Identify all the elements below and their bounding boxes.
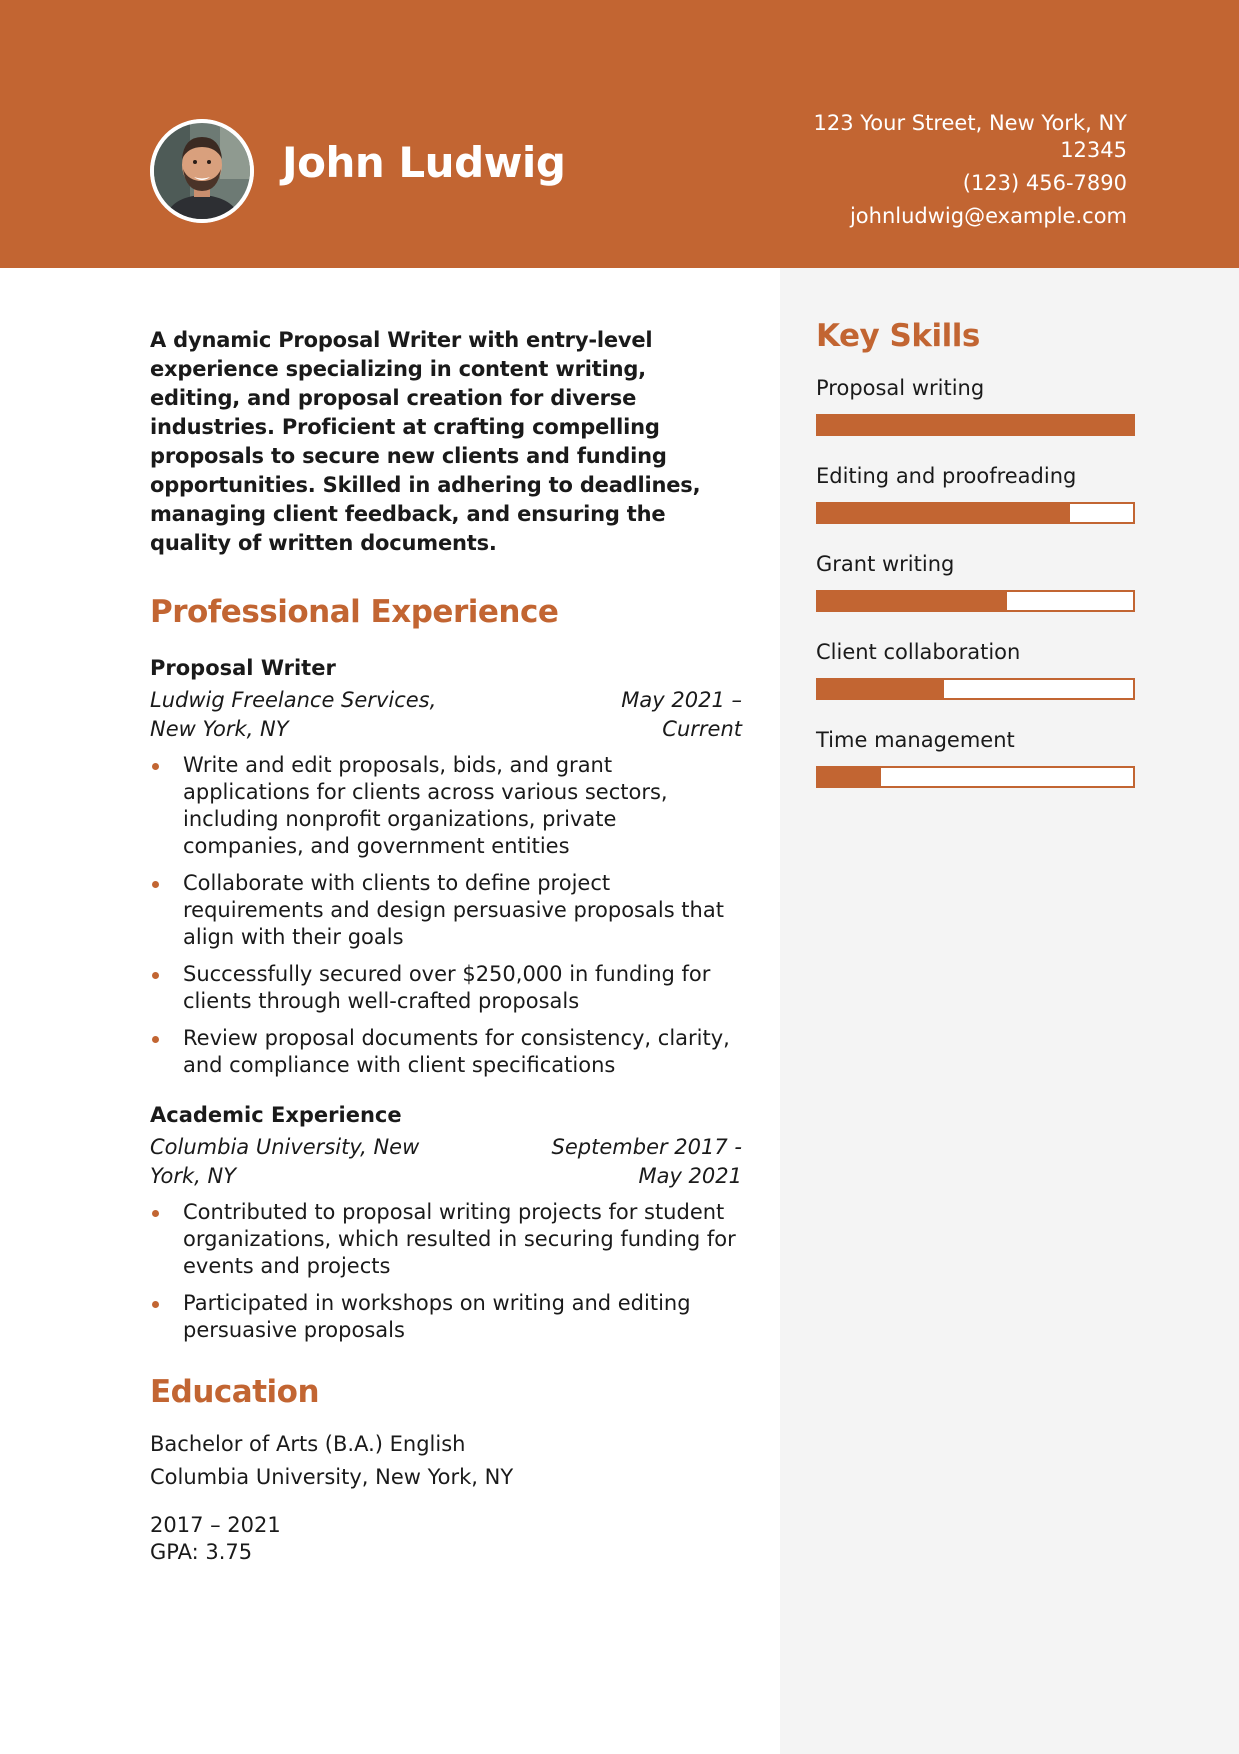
main-column bbox=[150, 326, 742, 1566]
bullet-dot-icon bbox=[152, 763, 159, 770]
job-entry bbox=[150, 654, 742, 1079]
education-entry bbox=[150, 1428, 742, 1566]
bullet-dot-icon bbox=[152, 1036, 159, 1043]
job-bullets bbox=[150, 752, 742, 1079]
list-item: Write and edit proposals, bids, and grant applications for clients across various sectors, including nonprofit organizations, private companies, and government entities bbox=[150, 752, 742, 860]
bullet-dot-icon bbox=[152, 1210, 159, 1217]
profile-photo-icon bbox=[150, 119, 254, 223]
summary: A dynamic Proposal Writer with entry-level experience specializing in content writing, editing, and proposal creation for diverse industries. Proficient at crafting compelling proposals to secure new clients and funding opportunities. Skilled in adhering to deadlines, managing client feedback, and ensuring the quality of written documents. bbox=[150, 328, 701, 555]
job-bullets bbox=[150, 1199, 742, 1344]
skill-level-bar bbox=[816, 590, 1135, 612]
list-item: Collaborate with clients to define project requirements and design persuasive proposals that align with their goals bbox=[150, 870, 742, 951]
list-item: Review proposal documents for consistency, clarity, and compliance with client specifications bbox=[150, 1025, 742, 1079]
skill-item bbox=[816, 726, 1136, 788]
email[interactable]: johnludwig@example.com bbox=[849, 204, 1127, 228]
skill-item bbox=[816, 550, 1136, 612]
experience-heading: Professional Experience bbox=[150, 594, 559, 630]
skill-level-fill bbox=[818, 680, 944, 698]
job-entry bbox=[150, 1101, 742, 1344]
job-dates: May 2021 – Current bbox=[621, 688, 742, 741]
bullet-dot-icon bbox=[152, 881, 159, 888]
education-heading: Education bbox=[150, 1374, 320, 1410]
job-title: Academic Experience bbox=[150, 1103, 402, 1127]
skills-heading: Key Skills bbox=[816, 318, 980, 354]
skill-item bbox=[816, 462, 1136, 524]
job-company: Ludwig Freelance Services, New York, NY bbox=[150, 688, 437, 741]
avatar bbox=[150, 119, 254, 223]
skill-level-bar bbox=[816, 678, 1135, 700]
skill-item bbox=[816, 638, 1136, 700]
skills-section bbox=[816, 318, 1136, 814]
skill-level-fill bbox=[818, 592, 1007, 610]
skills-list bbox=[816, 374, 1136, 788]
skill-label: Client collaboration bbox=[816, 640, 1021, 664]
skill-item bbox=[816, 374, 1136, 436]
list-item: Contributed to proposal writing projects for student organizations, which resulted in securing funding for events and projects bbox=[150, 1199, 742, 1280]
gpa: GPA: 3.75 bbox=[150, 1540, 253, 1564]
address: 123 Your Street, New York, NY 12345 bbox=[813, 111, 1127, 162]
job-title: Proposal Writer bbox=[150, 656, 336, 680]
school: Columbia University, New York, NY bbox=[150, 1465, 514, 1489]
skill-level-fill bbox=[818, 416, 1133, 434]
skill-label: Editing and proofreading bbox=[816, 464, 1077, 488]
skill-level-bar bbox=[816, 502, 1135, 524]
bullet-dot-icon bbox=[152, 972, 159, 979]
bullet-dot-icon bbox=[152, 1301, 159, 1308]
contact-info bbox=[767, 110, 1127, 236]
candidate-name: John Ludwig bbox=[282, 138, 566, 187]
skill-level-fill bbox=[818, 504, 1070, 522]
skill-label: Time management bbox=[816, 728, 1015, 752]
list-item: Participated in workshops on writing and editing persuasive proposals bbox=[150, 1290, 742, 1344]
header-banner bbox=[0, 0, 1239, 268]
skill-level-bar bbox=[816, 414, 1135, 436]
degree: Bachelor of Arts (B.A.) English bbox=[150, 1432, 466, 1456]
skill-label: Grant writing bbox=[816, 552, 955, 576]
job-company: Columbia University, New York, NY bbox=[150, 1135, 420, 1188]
list-item: Successfully secured over $250,000 in funding for clients through well-crafted proposals bbox=[150, 961, 742, 1015]
skill-label: Proposal writing bbox=[816, 376, 985, 400]
skill-level-bar bbox=[816, 766, 1135, 788]
phone: (123) 456-7890 bbox=[962, 171, 1127, 195]
job-dates: September 2017 - May 2021 bbox=[551, 1135, 742, 1188]
skill-level-fill bbox=[818, 768, 881, 786]
education-years: 2017 – 2021 bbox=[150, 1513, 281, 1537]
